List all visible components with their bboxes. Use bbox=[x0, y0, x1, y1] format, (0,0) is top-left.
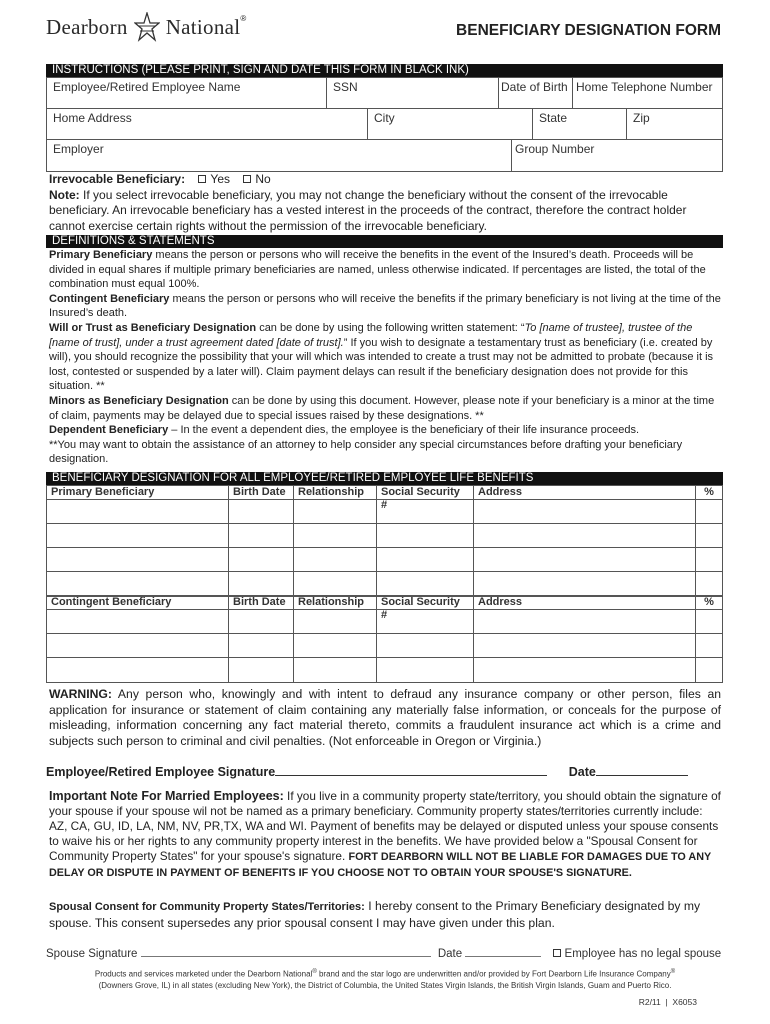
minors-def-text: can be done by using this document. However, please note if your beneficiary is a minor at the time of claim, payments may be delayed due to special issues raised by these designations. ** bbox=[49, 394, 715, 422]
primary-table-header bbox=[47, 486, 722, 511]
phone-label: Home Telephone Number bbox=[576, 80, 713, 94]
primary-beneficiary-ssn-cell[interactable] bbox=[377, 572, 474, 596]
primary-def-label: Primary Beneficiary bbox=[49, 249, 153, 261]
contingent-col-relationship: Relationship bbox=[294, 596, 377, 609]
contingent-beneficiary-name-cell[interactable] bbox=[47, 658, 229, 682]
primary-col-ssn: Social Security # bbox=[377, 486, 474, 499]
address-label: Home Address bbox=[53, 111, 132, 125]
primary-beneficiary-percent-cell[interactable] bbox=[696, 572, 722, 596]
spousal-consent-label: Spousal Consent for Community Property States/Territories: bbox=[49, 901, 365, 913]
contingent-def-text: means the person or persons who will receive the benefits if the primary beneficiary is not living at the time of the Insured’s death. bbox=[49, 292, 721, 320]
footer-reg-mark-2: ® bbox=[670, 969, 676, 975]
warning-text: Any person who, knowingly and with intent to defraud any insurance company or other person, files an application for insurance or statement of claim containing any materially false information, or conceals for the purpose of misleading, information concerning any fact material thereto, commits a fraudulent insurance act which is a crime and subjects such person to criminal and civil penalties. (Not enforceable in Oregon or Virginia.) bbox=[49, 687, 722, 748]
primary-beneficiary-percent-cell[interactable] bbox=[696, 500, 722, 523]
will-def-label: Will or Trust as Beneficiary Designation bbox=[49, 321, 257, 334]
spousal-consent bbox=[49, 899, 721, 931]
dependent-def-text: – In the event a dependent dies, the employee is the beneficiary of their life insurance proceeds. bbox=[171, 424, 640, 437]
primary-beneficiary-ssn-cell[interactable] bbox=[377, 524, 474, 547]
contingent-beneficiary-address-cell[interactable] bbox=[474, 658, 696, 682]
primary-beneficiary-name-cell[interactable] bbox=[47, 500, 229, 523]
irrevocable-no-checkbox[interactable] bbox=[243, 175, 251, 183]
dependent-def-label: Dependent Beneficiary bbox=[49, 424, 169, 437]
employer-field[interactable] bbox=[47, 140, 512, 171]
primary-beneficiary-address-cell[interactable] bbox=[474, 524, 696, 547]
contingent-col-percent: % bbox=[704, 596, 714, 608]
spouse-signature-line[interactable] bbox=[141, 946, 431, 957]
primary-beneficiary-address-cell[interactable] bbox=[474, 500, 696, 523]
primary-beneficiary-name-cell[interactable] bbox=[47, 524, 229, 547]
instructions-bar: INSTRUCTIONS (PLEASE PRINT, SIGN AND DATE THIS FORM IN BLACK INK) bbox=[46, 64, 723, 77]
primary-beneficiary-birth-date-cell[interactable] bbox=[229, 524, 294, 547]
contingent-beneficiary-relationship-cell[interactable] bbox=[294, 610, 377, 633]
spousal-consent-text: I hereby consent to the Primary Beneficiary designated by my spouse. This consent supersedes any prior spousal consent I may have given under this plan. bbox=[49, 899, 701, 930]
name-label: Employee/Retired Employee Name bbox=[53, 80, 241, 94]
irrevocable-label: Irrevocable Beneficiary: bbox=[49, 172, 186, 186]
zip-field[interactable] bbox=[627, 109, 722, 139]
contingent-beneficiary-ssn-cell[interactable] bbox=[377, 610, 474, 633]
contingent-beneficiary-address-cell[interactable] bbox=[474, 610, 696, 633]
designation-bar: BENEFICIARY DESIGNATION FOR ALL EMPLOYEE/RETIRED EMPLOYEE LIFE BENEFITS bbox=[46, 472, 723, 485]
contingent-beneficiary-percent-cell[interactable] bbox=[696, 658, 722, 682]
note-text: If you select irrevocable beneficiary, you may not change the beneficiary without the consent of the irrevocable beneficiary. An irrevocable beneficiary has a vested interest in the proceeds of the contract, therefore the contract holder cannot exercise certain rights without the permission of the irrevocable beneficiary. bbox=[49, 187, 687, 233]
contingent-def-label: Contingent Beneficiary bbox=[49, 292, 170, 305]
contingent-beneficiary-birth-date-cell[interactable] bbox=[229, 658, 294, 682]
primary-beneficiary-name-cell[interactable] bbox=[47, 572, 229, 596]
brand-word-1: Dearborn bbox=[46, 14, 128, 39]
employee-date-label: Date bbox=[568, 765, 596, 779]
minors-def-label: Minors as Beneficiary Designation bbox=[49, 394, 229, 407]
primary-beneficiary-birth-date-cell[interactable] bbox=[229, 500, 294, 523]
employee-signature-line[interactable] bbox=[275, 765, 547, 776]
employee-date-line[interactable] bbox=[596, 765, 688, 776]
contingent-beneficiary-row bbox=[47, 610, 722, 634]
irrevocable-yes-label: Yes bbox=[210, 172, 230, 186]
dob-field[interactable] bbox=[499, 78, 573, 108]
warning-section bbox=[49, 687, 721, 749]
spouse-date-line[interactable] bbox=[465, 946, 541, 957]
footer-line-2: (Downers Grove, IL) in all states (excluding New York), the District of Columbia, the United States Virgin Islands, the British Virgin Islands, Guam and Puerto Rico. bbox=[98, 980, 672, 990]
no-spouse-checkbox[interactable] bbox=[553, 949, 561, 957]
contingent-beneficiary-ssn-cell[interactable] bbox=[377, 634, 474, 657]
employee-signature-label: Employee/Retired Employee Signature bbox=[46, 765, 276, 779]
contingent-beneficiary-birth-date-cell[interactable] bbox=[229, 610, 294, 633]
no-spouse-label: Employee has no legal spouse bbox=[564, 948, 722, 960]
phone-field[interactable] bbox=[573, 78, 722, 108]
contingent-col-birth: Birth Date bbox=[229, 596, 294, 609]
primary-beneficiary-ssn-cell[interactable] bbox=[377, 548, 474, 571]
definitions-bar: DEFINITIONS & STATEMENTS bbox=[46, 235, 723, 248]
contingent-table-header bbox=[47, 596, 722, 621]
warning-label: WARNING: bbox=[49, 687, 112, 701]
primary-beneficiary-ssn-cell[interactable] bbox=[377, 500, 474, 523]
name-field[interactable] bbox=[47, 78, 327, 108]
primary-beneficiary-row bbox=[47, 548, 722, 572]
employer-label: Employer bbox=[53, 142, 104, 156]
primary-beneficiary-percent-cell[interactable] bbox=[696, 548, 722, 571]
contingent-beneficiary-ssn-cell[interactable] bbox=[377, 658, 474, 682]
primary-col-name: Primary Beneficiary bbox=[47, 486, 229, 499]
employee-info-grid bbox=[46, 77, 723, 172]
primary-beneficiary-row bbox=[47, 500, 722, 524]
zip-label: Zip bbox=[633, 111, 650, 125]
contingent-beneficiary-relationship-cell[interactable] bbox=[294, 634, 377, 657]
address-field[interactable] bbox=[47, 109, 368, 139]
primary-beneficiary-birth-date-cell[interactable] bbox=[229, 572, 294, 596]
group-number-field[interactable] bbox=[512, 140, 722, 171]
contingent-col-address: Address bbox=[474, 596, 696, 609]
irrevocable-section bbox=[49, 172, 721, 234]
ssn-field[interactable] bbox=[327, 78, 499, 108]
note-label: Note: bbox=[49, 187, 80, 202]
primary-col-address: Address bbox=[474, 486, 696, 499]
primary-beneficiary-relationship-cell[interactable] bbox=[294, 524, 377, 547]
city-field[interactable] bbox=[368, 109, 533, 139]
irrevocable-no-label: No bbox=[255, 172, 271, 186]
contingent-beneficiary-name-cell[interactable] bbox=[47, 610, 229, 633]
brand-registered-mark: ® bbox=[240, 14, 247, 23]
star-logo-icon bbox=[134, 12, 160, 42]
irrevocable-yes-checkbox[interactable] bbox=[198, 175, 206, 183]
primary-col-relationship: Relationship bbox=[294, 486, 377, 499]
primary-beneficiary-row bbox=[47, 572, 722, 596]
married-note-text: If you live in a community property state/territory, you should obtain the signature of your spouse if your spouse wil not be named as a primary beneficiary. Community property states/territories currently include: AZ, CA, GU, ID, LA, NM, NV, PR,TX, WA and WI. Payment of benefits may be delayed or disputed unless your spouse consents to waive his or her rights to any community property interest in the benefits. We have provided below a "Spousal Consent for Community Property States" for your spouse's signature. bbox=[49, 789, 721, 864]
married-note-bold-tail: FORT DEARBORN WILL NOT BE LIABLE FOR DAMAGES DUE TO ANY DELAY OR DISPUTE IN PAYMENT OF BENEFITS IF YOU CHOOSE NOT TO OBTAIN YOUR SPOUSE'S SIGNATURE. bbox=[49, 851, 712, 880]
primary-col-percent: % bbox=[704, 486, 714, 498]
contingent-beneficiary-relationship-cell[interactable] bbox=[294, 658, 377, 682]
contingent-beneficiary-percent-cell[interactable] bbox=[696, 610, 722, 633]
contingent-col-name: Contingent Beneficiary bbox=[47, 596, 229, 609]
brand-word-2: National bbox=[165, 14, 241, 39]
will-def-text-2: ” If you wish to designate a testamentary trust as beneficiary (i.e. created by will), you should recognize the possibility that your will which was intended to create a trust may not be admitted to probate (because it is lost, contested or suspended by a later will). Claim payment delays can result if the beneficiary designation does not provide for this situation. ** bbox=[49, 336, 714, 393]
contingent-beneficiary-row bbox=[47, 634, 722, 658]
primary-beneficiary-relationship-cell[interactable] bbox=[294, 500, 377, 523]
spouse-signature-label: Spouse Signature bbox=[46, 948, 138, 960]
spouse-signature-row bbox=[46, 946, 723, 960]
city-label: City bbox=[374, 111, 395, 125]
primary-beneficiary-address-cell[interactable] bbox=[474, 548, 696, 571]
state-field[interactable] bbox=[533, 109, 627, 139]
married-note-label: Important Note For Married Employees: bbox=[49, 789, 284, 803]
definitions-text bbox=[49, 248, 721, 467]
primary-def-text: means the person or persons who will receive the benefits in the event of the Insured’s death. Proceeds will be divided in equal shares if multiple primary beneficiaries are named, unless otherwise indicated. If percentages are listed, the total of the combination must equal 100%. bbox=[49, 249, 706, 291]
footer-reg-mark: ® bbox=[312, 969, 317, 975]
form-code: R2/11 | X6053 bbox=[638, 997, 697, 1007]
footer-line-1b: brand and the star logo are underwritten and/or provided by Fort Dearborn Life Insurance Company bbox=[316, 969, 671, 979]
dearborn-national-logo bbox=[46, 12, 276, 42]
primary-beneficiary-percent-cell[interactable] bbox=[696, 524, 722, 547]
contingent-beneficiary-address-cell[interactable] bbox=[474, 634, 696, 657]
contingent-beneficiary-name-cell[interactable] bbox=[47, 634, 229, 657]
will-def-italic: To [name of trustee], trustee of the [name of trust], under a trust agreement dated [date of trust]. bbox=[49, 321, 693, 349]
form-title: BENEFICIARY DESIGNATION FORM bbox=[456, 22, 721, 39]
footer-line-1a: Products and services marketed under the Dearborn National bbox=[94, 969, 313, 979]
primary-col-birth: Birth Date bbox=[229, 486, 294, 499]
primary-beneficiary-relationship-cell[interactable] bbox=[294, 548, 377, 571]
state-label: State bbox=[539, 111, 568, 125]
contingent-beneficiary-percent-cell[interactable] bbox=[696, 634, 722, 657]
ssn-label: SSN bbox=[333, 80, 358, 94]
employee-signature-row bbox=[46, 765, 723, 779]
primary-beneficiary-address-cell[interactable] bbox=[474, 572, 696, 596]
spouse-date-label: Date bbox=[437, 948, 463, 960]
primary-beneficiary-name-cell[interactable] bbox=[47, 548, 229, 571]
group-number-label: Group Number bbox=[515, 142, 595, 156]
attorney-text: **You may want to obtain the assistance of an attorney to help consider any special circumstances before drafting your beneficiary designation. bbox=[49, 438, 683, 466]
primary-beneficiary-row bbox=[47, 524, 722, 548]
contingent-beneficiary-birth-date-cell[interactable] bbox=[229, 634, 294, 657]
primary-beneficiary-table bbox=[46, 485, 723, 597]
primary-beneficiary-relationship-cell[interactable] bbox=[294, 572, 377, 596]
footer-disclaimer bbox=[60, 967, 710, 991]
contingent-beneficiary-row bbox=[47, 658, 722, 682]
will-def-text-1: can be done by using the following written statement: “ bbox=[259, 321, 525, 334]
contingent-col-ssn: Social Security # bbox=[377, 596, 474, 609]
married-note bbox=[49, 789, 721, 882]
contingent-beneficiary-table bbox=[46, 595, 723, 683]
dob-label: Date of Birth bbox=[501, 80, 568, 94]
primary-beneficiary-birth-date-cell[interactable] bbox=[229, 548, 294, 571]
